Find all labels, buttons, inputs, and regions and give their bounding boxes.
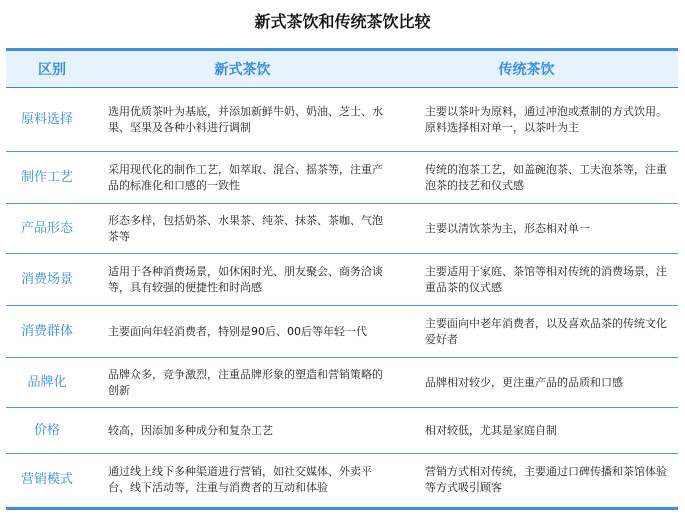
row-traditional-tea-cell: 相对较低，尤其是家庭自制 xyxy=(405,408,678,454)
row-traditional-tea-cell: 主要面向中老年消费者，以及喜欢品茶的传统文化爱好者 xyxy=(405,306,678,358)
row-new-tea-cell: 较高，因添加多种成分和复杂工艺 xyxy=(98,408,405,454)
row-new-tea-cell: 形态多样，包括奶茶、水果茶、纯茶、抹茶、茶咖、气泡茶等 xyxy=(98,204,405,254)
comparison-table xyxy=(6,51,678,507)
row-new-tea-cell: 通过线上线下多种渠道进行营销，如社交媒体、外卖平台、线下活动等，注重与消费者的互动和体验 xyxy=(108,465,372,495)
header-new-tea: 新式茶饮 xyxy=(98,51,405,88)
row-traditional-tea-cell: 传统的泡茶工艺，如盖碗泡茶、工夫泡茶等，注重泡茶的技艺和仪式感 xyxy=(405,152,678,204)
table-row xyxy=(6,306,678,358)
row-category: 消费群体 xyxy=(6,306,98,358)
row-category: 品牌化 xyxy=(6,358,98,408)
row-traditional-tea-cell: 主要适用于家庭、茶馆等相对传统的消费场景，注重品茶的仪式感 xyxy=(405,254,678,306)
header-difference: 区别 xyxy=(6,51,98,88)
table-row xyxy=(6,152,678,204)
row-new-tea-cell: 品牌众多，竞争激烈，注重品牌形象的塑造和营销策略的创新 xyxy=(98,358,405,408)
table-row xyxy=(6,358,678,408)
table-row xyxy=(6,204,678,254)
row-new-tea-cell: 主要面向年轻消费者，特别是90后、00后等年轻一代 xyxy=(98,306,405,358)
table-header-row xyxy=(6,51,678,88)
table-row xyxy=(6,454,678,507)
row-category: 原料选择 xyxy=(6,88,98,152)
table-bottom-rule xyxy=(6,507,678,510)
table-row xyxy=(6,408,678,454)
row-traditional-tea-cell: 主要以茶叶为原料，通过冲泡或煮制的方式饮用。原料选择相对单一，以茶叶为主 xyxy=(405,88,678,152)
row-traditional-tea-cell: 主要以清饮茶为主，形态相对单一 xyxy=(405,204,678,254)
page-title: 新式茶饮和传统茶饮比较 xyxy=(254,12,431,31)
row-new-tea-cell: 采用现代化的制作工艺，如萃取、混合、摇茶等，注重产品的标准化和口感的一致性 xyxy=(98,152,405,204)
row-category: 价格 xyxy=(6,408,98,454)
row-category: 消费场景 xyxy=(6,254,98,306)
row-traditional-tea-cell: 营销方式相对传统，主要通过口碑传播和茶馆体验等方式吸引顾客 xyxy=(425,465,667,495)
table-row xyxy=(6,88,678,152)
row-category: 产品形态 xyxy=(6,204,98,254)
row-traditional-tea-cell: 品牌相对较少，更注重产品的品质和口感 xyxy=(405,358,678,408)
header-traditional-tea: 传统茶饮 xyxy=(405,51,678,88)
table-row xyxy=(6,254,678,306)
row-category: 营销模式 xyxy=(20,472,73,488)
row-category: 制作工艺 xyxy=(6,152,98,204)
comparison-table-container xyxy=(6,48,678,510)
row-new-tea-cell: 选用优质茶叶为基底，并添加新鲜牛奶、奶油、芝士、水果、坚果及各种小料进行调制 xyxy=(98,88,405,152)
row-new-tea-cell: 适用于各种消费场景，如休闲时光、朋友聚会、商务洽谈等，具有较强的便捷性和时尚感 xyxy=(98,254,405,306)
